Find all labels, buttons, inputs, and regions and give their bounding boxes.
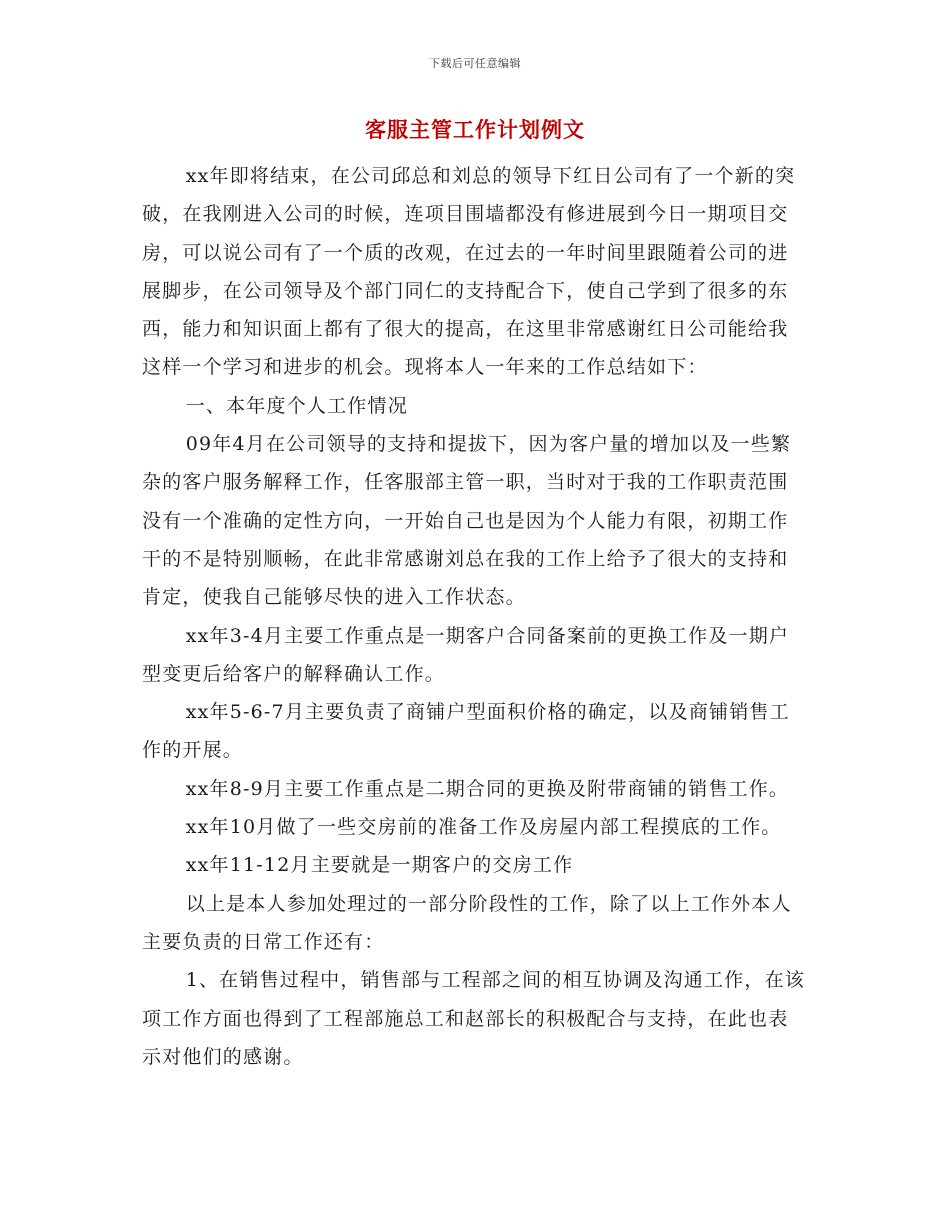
document-title: 客服主管工作计划例文 bbox=[365, 117, 585, 142]
header-note: 下载后可任意编辑 bbox=[429, 57, 521, 70]
document-body bbox=[142, 157, 807, 1076]
paragraph-april: 09年4月在公司领导的支持和提拔下，因为客户量的增加以及一些繁杂的客户服务解释工作，任客服部主管一职，当时对于我的工作职责范围没有一个准确的定性方向，一开始自己也是因为个人能力有限，初期工作干的不是特别顺畅，在此非常感谢刘总在我的工作上给予了很大的支持和肯定，使我自己能够尽快的进入工作状态。 bbox=[142, 433, 792, 609]
paragraph-aug-sep: xx年8-9月主要工作重点是二期合同的更换及附带商铺的销售工作。 bbox=[185, 777, 790, 800]
paragraph-intro: xx年即将结束，在公司邱总和刘总的领导下红日公司有了一个新的突破，在我刚进入公司的时候，连项目围墙都没有修进展到今日一期项目交房，可以说公司有了一个质的改观，在过去的一年时间里跟随着公司的进展脚步，在公司领导及个部门同仁的支持配合下，使自己学到了很多的东西，能力和知识面上都有了很大的提高，在这里非常感谢红日公司能给我这样一个学习和进步的机会。现将本人一年来的工作总结如下： bbox=[142, 165, 796, 379]
paragraph-october: xx年10月做了一些交房前的准备工作及房屋内部工程摸底的工作。 bbox=[185, 816, 782, 839]
paragraph-summary: 以上是本人参加处理过的一部分阶段性的工作，除了以上工作外本人主要负责的日常工作还有： bbox=[142, 892, 792, 953]
paragraph-march-april: xx年3-4月主要工作重点是一期客户合同备案前的更换工作及一期户型变更后给客户的解释确认工作。 bbox=[142, 624, 790, 685]
paragraph-nov-dec: xx年11-12月主要就是一期客户的交房工作 bbox=[185, 854, 574, 877]
paragraph-item-1: 1、在销售过程中，销售部与工程部之间的相互协调及沟通工作，在该项工作方面也得到了工程部施总工和赵部长的积极配合与支持，在此也表示对他们的感谢。 bbox=[142, 969, 805, 1068]
section-heading: 一、本年度个人工作情况 bbox=[185, 394, 408, 417]
paragraph-may-july: xx年5-6-7月主要负责了商铺户型面积价格的确定，以及商铺销售工作的开展。 bbox=[142, 701, 790, 762]
